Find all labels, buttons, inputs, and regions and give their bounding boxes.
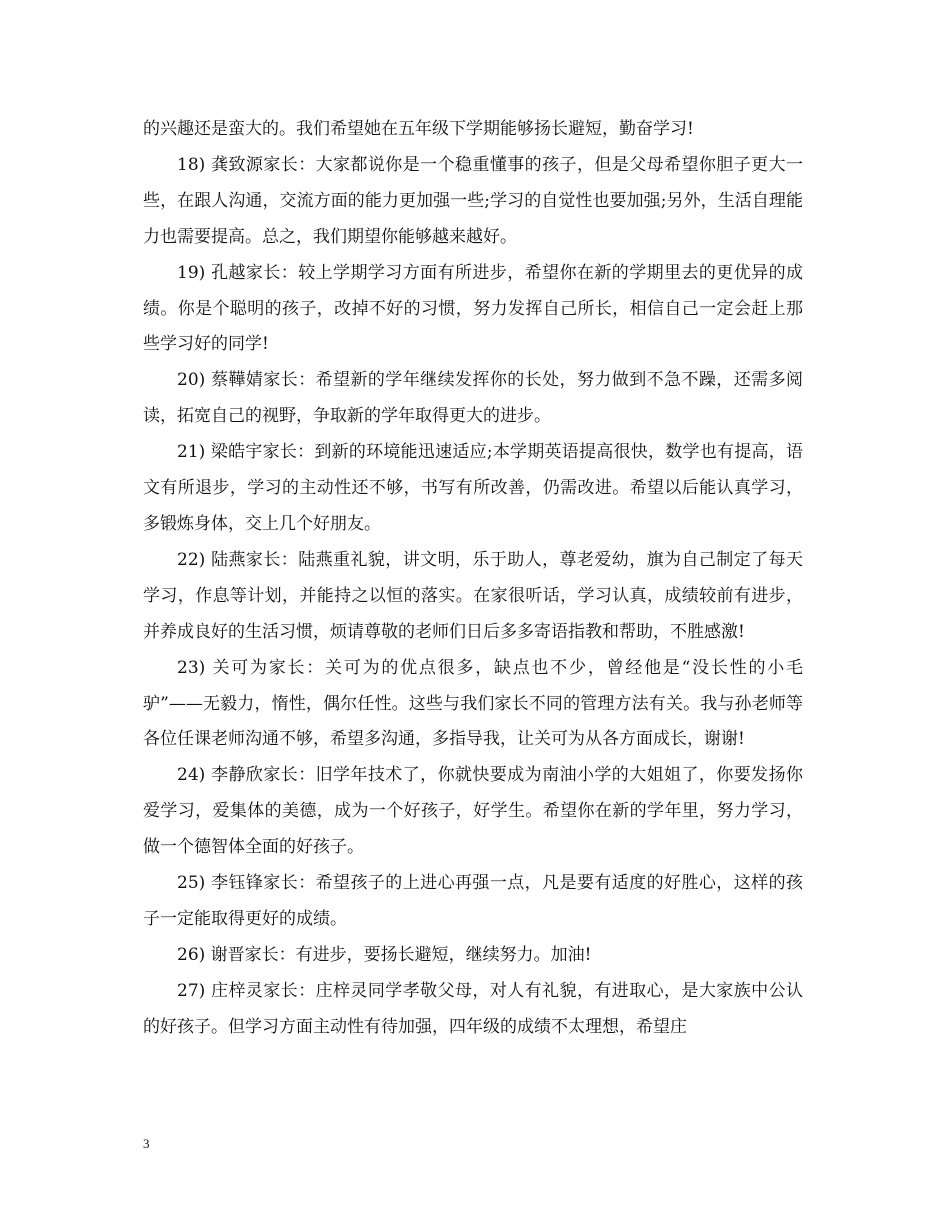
paragraph-25: 25) 李钰锋家长：希望孩子的上进心再强一点，凡是要有适度的好胜心，这样的孩子一定能取得更好的成绩。: [143, 873, 803, 929]
paragraph-continuation: 的兴趣还是蛮大的。我们希望她在五年级下学期能够扬长避短，勤奋学习!: [143, 119, 694, 139]
paragraph-19: 19) 孔越家长：较上学期学习方面有所进步，希望你在新的学期里去的更优异的成绩。你是个聪明的孩子，改掉不好的习惯，努力发挥自己所长，相信自己一定会赶上那些学习好的同学!: [143, 262, 803, 355]
page-number: 3: [143, 1136, 150, 1151]
document-body: [143, 112, 803, 1046]
paragraph-26: 26) 谢晋家长：有进步，要扬长避短，继续努力。加油!: [177, 944, 592, 965]
paragraph-18: 18) 龚致源家长：大家都说你是一个稳重懂事的孩子，但是父母希望你胆子更大一些，在跟人沟通，交流方面的能力更加强一些;学习的自觉性也要加强;另外，生活自理能力也需要提高。总之，我们期望你能够越来越好。: [143, 154, 803, 247]
paragraph-24: 24) 李静欣家长：旧学年技术了，你就快要成为南油小学的大姐姐了，你要发扬你爱学习，爱集体的美德，成为一个好孩子，好学生。希望你在新的学年里，努力学习，做一个德智体全面的好孩子。: [143, 765, 803, 858]
paragraph-21: 21) 梁皓宇家长：到新的环境能迅速适应;本学期英语提高很快，数学也有提高，语文有所退步，学习的主动性还不够，书写有所改善，仍需改进。希望以后能认真学习，多锻炼身体，交上几个好朋友。: [143, 442, 803, 534]
paragraph-22: 22) 陆燕家长：陆燕重礼貌，讲文明，乐于助人，尊老爱幼，旗为自己制定了每天学习，作息等计划，并能持之以恒的落实。在家很听话，学习认真，成绩较前有进步，并养成良好的生活习惯，烦请尊敬的老师们日后多多寄语指教和帮助，不胜感激!: [143, 549, 803, 642]
paragraph-27: 27) 庄梓灵家长：庄梓灵同学孝敬父母，对人有礼貌，有进取心，是大家族中公认的好孩子。但学习方面主动性有待加强，四年级的成绩不太理想，希望庄: [143, 980, 803, 1037]
paragraph-20: 20) 蔡鞾婧家长：希望新的学年继续发挥你的长处，努力做到不急不躁，还需多阅读，拓宽自己的视野，争取新的学年取得更大的进步。: [143, 370, 803, 427]
paragraph-23: 23) 关可为家长：关可为的优点很多，缺点也不少，曾经他是“没长性的小毛驴”——无毅力，惰性，偶尔任性。这些与我们家长不同的管理方法有关。我与孙老师等各位任课老师沟通不够，希望多沟通，多指导我，让关可为从各方面成长，谢谢!: [143, 657, 803, 750]
